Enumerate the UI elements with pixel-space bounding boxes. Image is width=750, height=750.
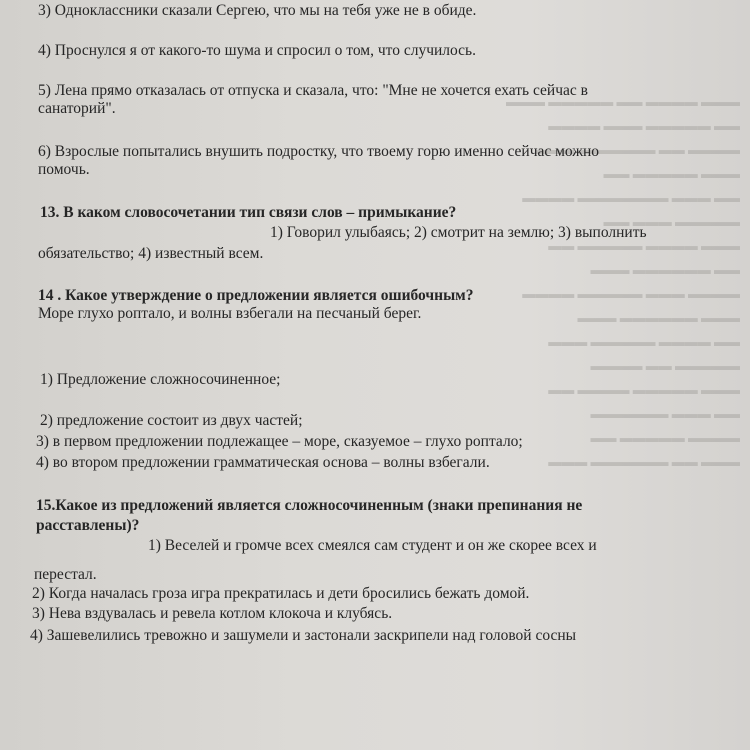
question-14-option-3: 3) в первом предложении подлежащее – море, сказуемое – глухо роптало; — [36, 433, 523, 450]
question-15-option-2: 2) Когда началась гроза игра прекратилась и дети бросились бежать домой. — [32, 585, 530, 602]
question-14-sentence: Море глухо роптало, и волны взбегали на песчаный берег. — [38, 305, 422, 322]
question-15-title-line1: 15.Какое из предложений является сложносочиненным (знаки препинания не — [36, 497, 583, 514]
item-6-text-line2: помочь. — [38, 161, 90, 178]
item-5-text-line2: санаторий". — [38, 100, 116, 117]
item-4-text: 4) Проснулся я от какого-то шума и спросил о том, что случилось. — [38, 42, 476, 59]
question-14-option-2: 2) предложение состоит из двух частей; — [40, 412, 303, 429]
question-13-title: 13. В каком словосочетании тип связи слов – примыкание? — [40, 204, 457, 221]
item-5-text-line1: 5) Лена прямо отказалась от отпуска и сказала, что: "Мне не хочется ехать сейчас в — [38, 82, 588, 99]
question-15-option-1-line2: перестал. — [34, 566, 97, 583]
question-14-option-4: 4) во втором предложении грамматическая основа – волны взбегали. — [36, 454, 490, 471]
item-3-text: 3) Одноклассники сказали Сергею, что мы на тебя уже не в обиде. — [38, 2, 477, 19]
question-15-option-1-line1: 1) Веселей и громче всех смеялся сам студент и он же скорее всех и — [148, 537, 597, 554]
question-15-title-line2: расставлены)? — [36, 517, 140, 534]
bleed-through-texture: ▬▬▬ ▬▬▬▬ ▬▬ ▬▬▬▬▬ ▬▬▬ ▬▬ ▬▬▬▬▬ ▬▬▬ ▬▬▬▬ ▬▬▬▬ ▬▬ ▬▬▬▬▬▬ ▬▬▬ ▬▬▬ ▬▬▬▬▬ ▬▬ ▬▬ ▬▬▬ ▬▬▬▬▬▬▬ ▬▬▬▬ ▬▬▬▬▬ ▬▬▬ ▬▬ ▬▬▬ ▬▬▬▬ ▬▬▬▬▬ ▬▬ ▬▬ ▬▬▬▬▬▬ ▬▬▬ ▬▬▬▬ ▬▬▬ ▬▬▬▬▬ ▬▬▬▬ ▬▬▬ ▬▬▬▬▬▬ ▬▬▬ ▬▬ ▬▬▬▬ ▬▬▬▬▬ ▬▬▬ ▬▬▬▬▬ ▬▬ ▬▬▬▬ ▬▬▬ ▬▬▬▬▬ ▬▬▬▬ ▬▬ ▬▬ ▬▬▬ ▬▬▬▬▬▬ ▬▬▬▬ ▬▬▬▬▬ ▬▬ ▬▬▬ ▬▬ ▬▬▬▬▬▬ ▬▬▬ — [506, 94, 740, 469]
question-14-title: 14 . Какое утверждение о предложении является ошибочным? — [38, 287, 474, 304]
question-14-option-1: 1) Предложение сложносочиненное; — [40, 371, 281, 388]
question-13-options-line2: обязательство; 4) известный всем. — [38, 245, 264, 262]
question-15-option-3: 3) Нева вздувалась и ревела котлом клокоча и клубясь. — [32, 605, 393, 622]
question-15-option-4: 4) Зашевелились тревожно и зашумели и застонали заскрипели над головой сосны — [30, 627, 577, 644]
item-6-text-line1: 6) Взрослые попытались внушить подростку, что твоему горю именно сейчас можно — [38, 143, 600, 160]
question-13-options-line1: 1) Говорил улыбаясь; 2) смотрит на землю; 3) выполнить — [270, 224, 647, 241]
